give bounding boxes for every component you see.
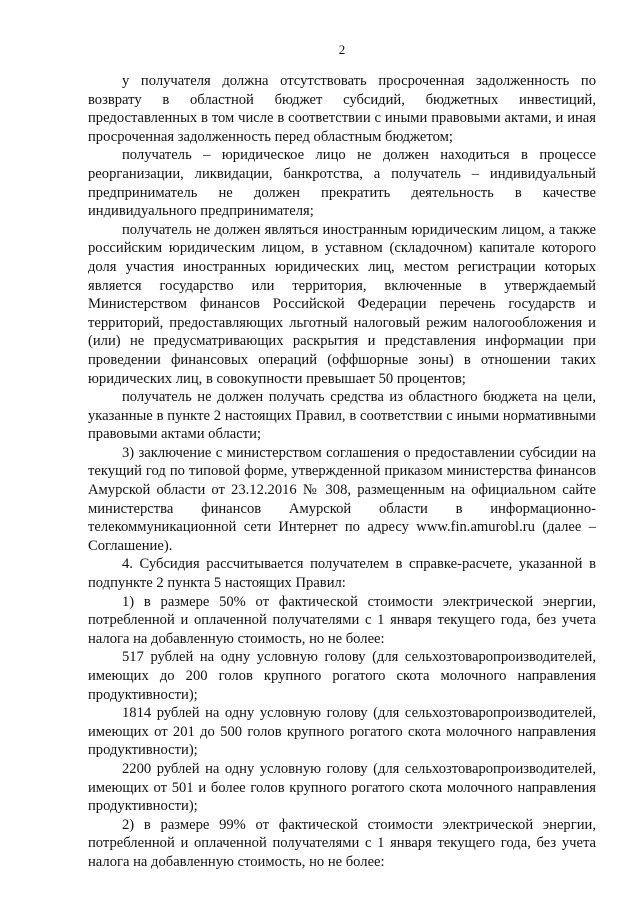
paragraph: 3) заключение с министерством соглашения о предоставлении субсидии на текущий год по типовой форме, утвержденной приказом министерства финансов Амурской области от 23.12.2016 № 308, размещенным на официальном сайте министерства финансов Амурской области в информационно-телекоммуникационной сети Интернет по адресу www.fin.amurobl.ru (далее – Соглашение). <box>88 444 596 554</box>
paragraph: 4. Субсидия рассчитывается получателем в справке-расчете, указанной в подпункте 2 пункта 5 настоящих Правил: <box>88 556 596 592</box>
page-number: 2 <box>338 42 346 57</box>
paragraph: 1) в размере 50% от фактической стоимости электрической энергии, потребленной и оплаченной получателями с 1 января текущего года, без учета налога на добавленную стоимость, но не более: <box>88 593 596 647</box>
paragraph: 2) в размере 99% от фактической стоимости электрической энергии, потребленной и оплаченной получателями с 1 января текущего года, без учета налога на добавленную стоимость, но не более: <box>88 816 596 870</box>
paragraph: получатель не должен получать средства из областного бюджета на цели, указанные в пункте 2 настоящих Правил, в соответствии с иными нормативными правовыми актами области; <box>88 389 596 443</box>
paragraph: получатель не должен являться иностранным юридическим лицом, а также российским юридическим лицом, в уставном (складочном) капитале которого доля участия иностранных юридических лиц, местом регистрации которых является государство или территория, включенные в утверждаемый Министерством финансов Российской Федерации перечень государств и территорий, предоставляющих льготный налоговый режим налогообложения и (или) не предусматривающих раскрытия и представления информации при проведении финансовых операций (оффшорные зоны) в отношении таких юридических лиц, в совокупности превышает 50 процентов; <box>88 221 596 387</box>
paragraph: получатель – юридическое лицо не должен находиться в процессе реорганизации, ликвидации, банкротства, а получатель – индивидуальный предприниматель не должен прекратить деятельность в качестве индивидуального предпринимателя; <box>88 147 596 220</box>
paragraph: 517 рублей на одну условную голову (для сельхозтоваропроизводителей, имеющих до 200 голов крупного рогатого скота молочного направления продуктивности); <box>88 649 596 703</box>
paragraph: 1814 рублей на одну условную голову (для сельхозтоваропроизводителей, имеющих от 201 до 500 голов крупного рогатого скота молочного направления продуктивности); <box>88 705 596 759</box>
paragraph: у получателя должна отсутствовать просроченная задолженность по возврату в областной бюджет субсидий, бюджетных инвестиций, предоставленных в том числе в соответствии с иными правовыми актами, и иная просроченная задолженность перед областным бюджетом; <box>88 73 596 145</box>
paragraph: 2200 рублей на одну условную голову (для сельхозтоваропроизводителей, имеющих от 501 и более голов крупного рогатого скота молочного направления продуктивности); <box>88 760 596 815</box>
